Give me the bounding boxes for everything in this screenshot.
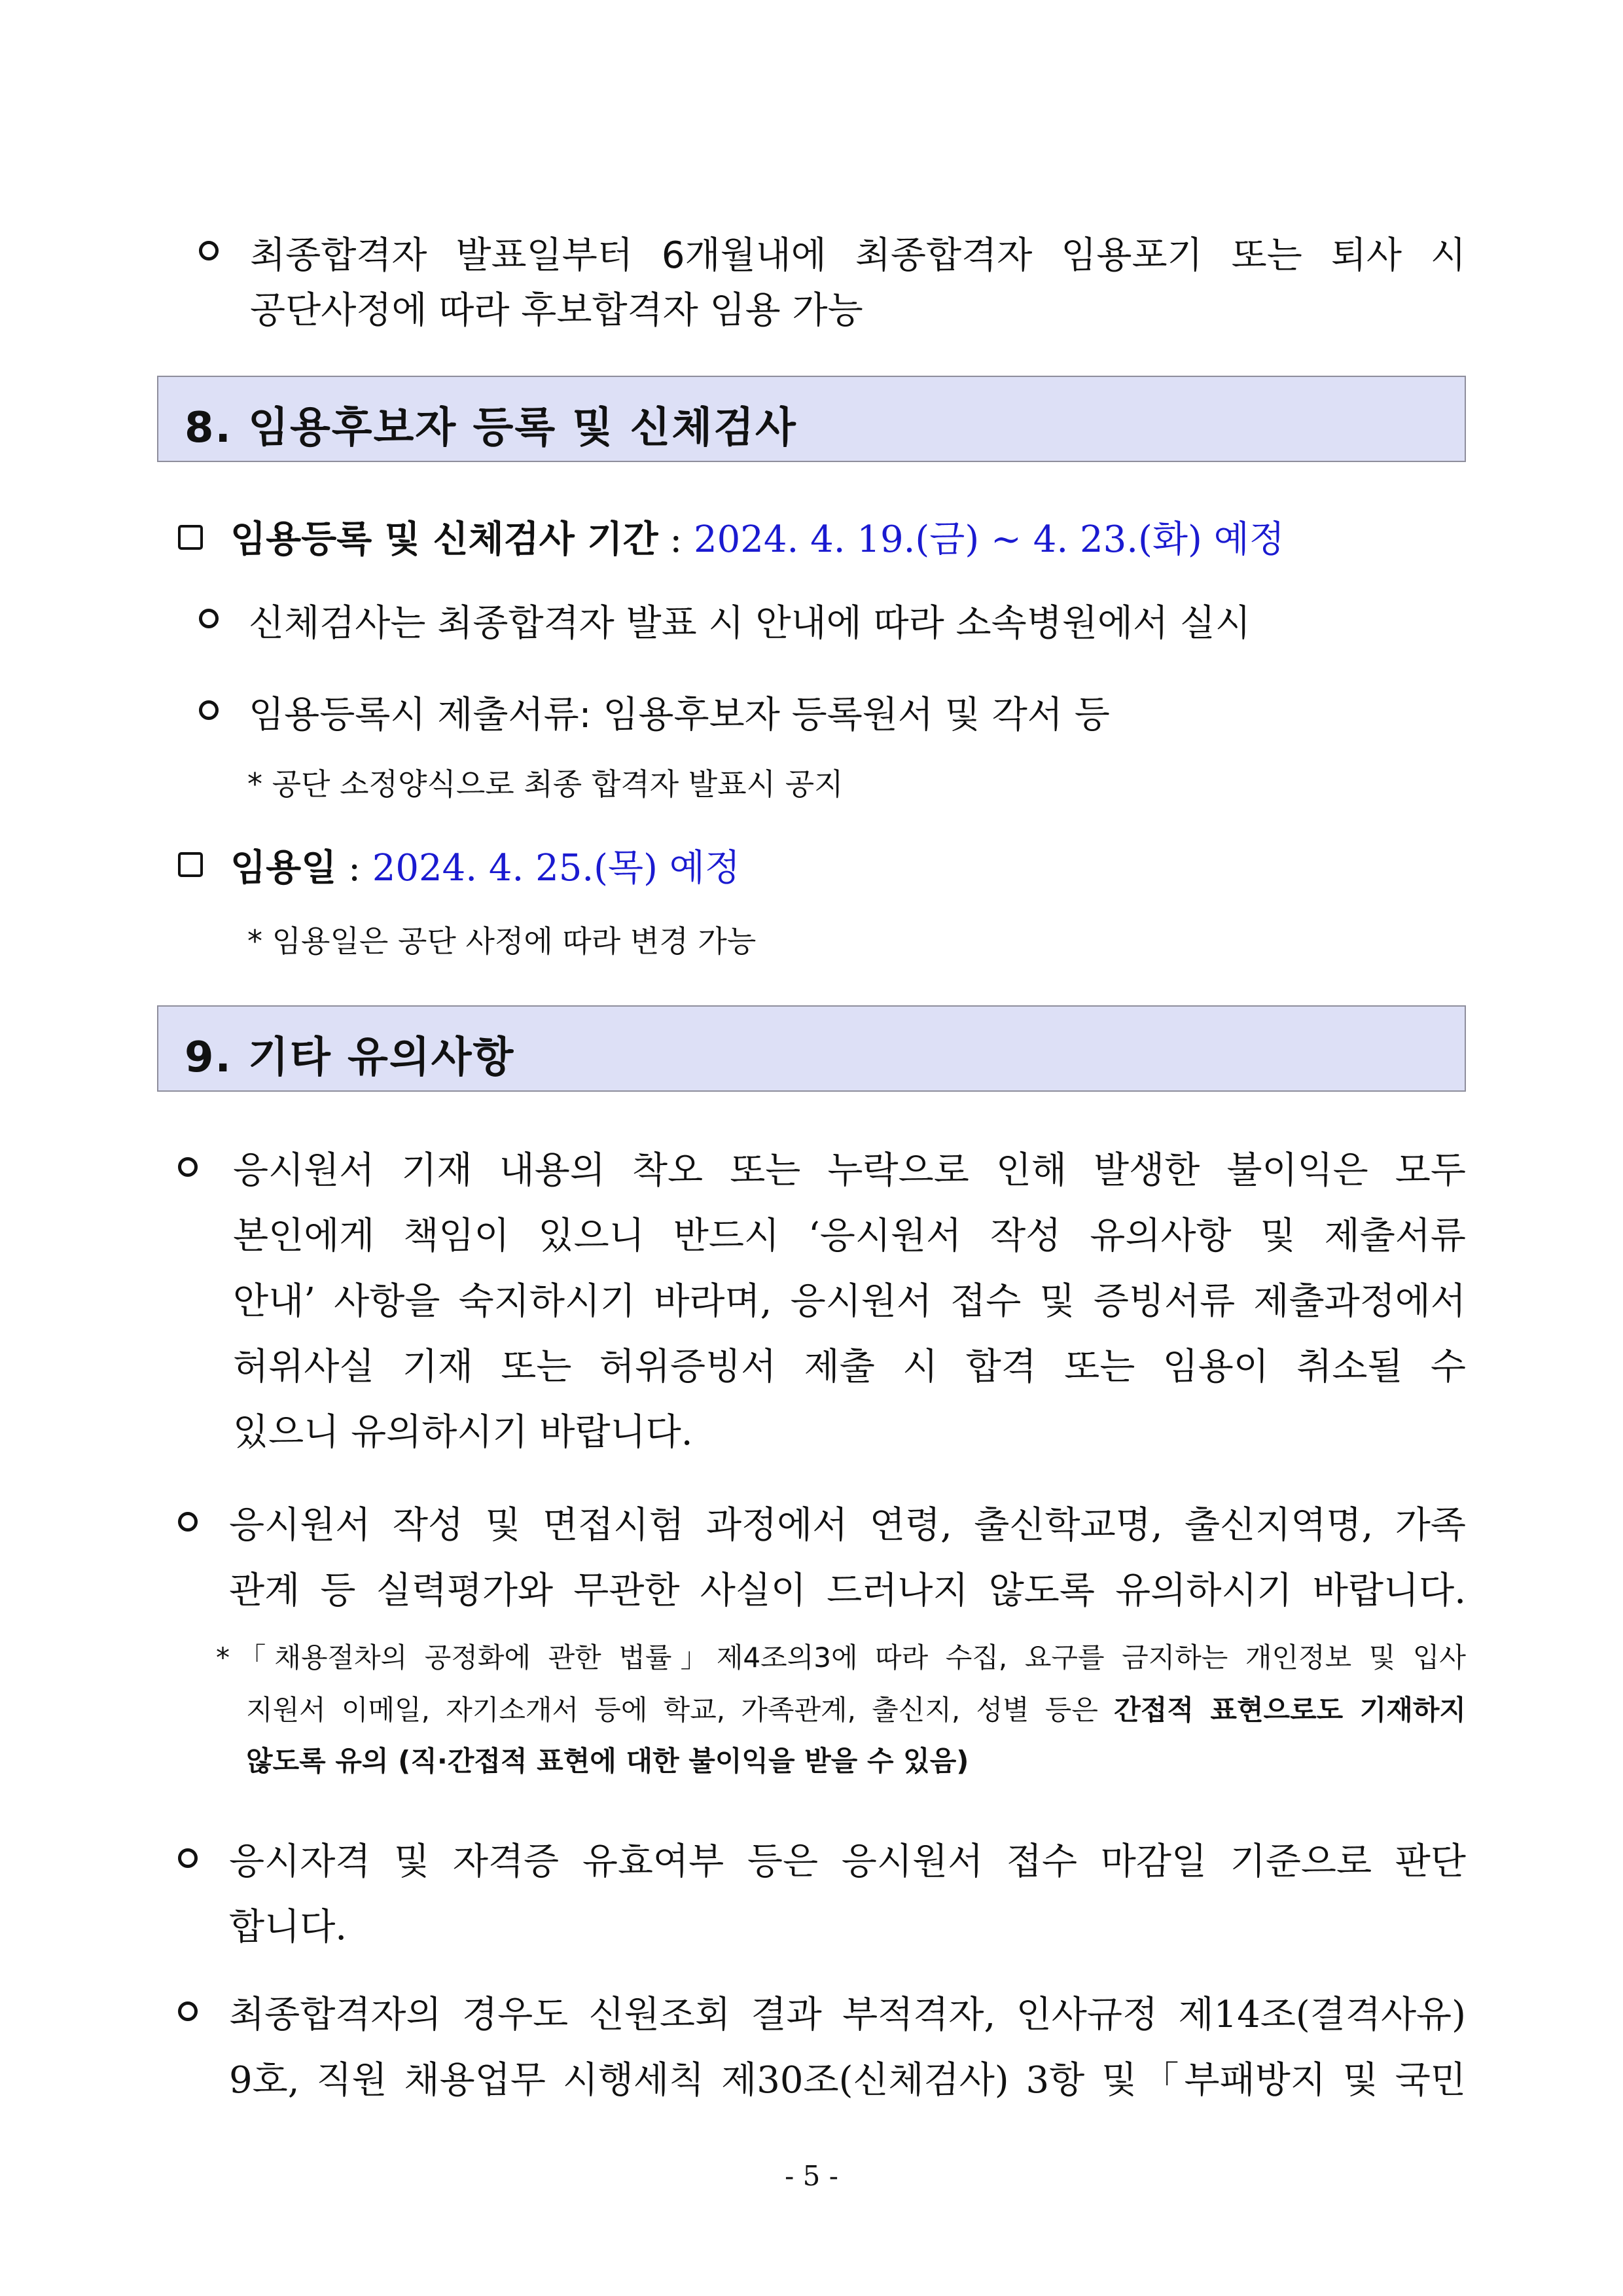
notice-2-line-2: 관계 등 실력평가와 무관한 사실이 드러나지 않도록 유의하시기 바랍니다. bbox=[229, 1570, 1466, 1612]
circle-bullet-icon bbox=[178, 1157, 198, 1177]
docs-note: * 공단 소정양식으로 최종 합격자 발표시 공지 bbox=[247, 766, 844, 802]
circle-bullet-icon bbox=[178, 2001, 198, 2021]
notice-1-line-1: 응시원서 기재 내용의 착오 또는 누락으로 인해 발생한 불이익은 모두 bbox=[233, 1149, 1466, 1192]
circle-bullet-icon bbox=[199, 609, 219, 628]
page-number: - 5 - bbox=[785, 2160, 838, 2192]
section-8-title: 8. 임용후보자 등록 및 신체검사 bbox=[185, 404, 797, 452]
note-bold-text: 간접적 표현으로도 기재하지 bbox=[1114, 1694, 1466, 1726]
circle-bullet-icon bbox=[178, 1848, 198, 1868]
section-9-header bbox=[157, 1005, 1466, 1092]
intro-line-2: 공단사정에 따라 후보합격자 임용 가능 bbox=[250, 289, 863, 332]
notice-2-line-1: 응시원서 작성 및 면접시험 과정에서 연령, 출신학교명, 출신지역명, 가족 bbox=[229, 1504, 1466, 1547]
date-label: 임용일 bbox=[230, 847, 337, 889]
circle-bullet-icon bbox=[199, 700, 219, 720]
date-separator: : bbox=[336, 847, 372, 889]
docs-text: 임용등록시 제출서류: 임용후보자 등록원서 및 각서 등 bbox=[249, 694, 1110, 736]
notice-4-line-1: 최종합격자의 경우도 신원조회 결과 부적격자, 인사규정 제14조(결격사유) bbox=[229, 1994, 1466, 2036]
note-normal-text: 지원서 이메일, 자기소개서 등에 학교, 가족관계, 출신지, 성별 등은 bbox=[246, 1694, 1115, 1726]
registration-period-line bbox=[230, 511, 1285, 563]
section-9-title: 9. 기타 유의사항 bbox=[185, 1033, 515, 1082]
notice-2-note-line-1: *「채용절차의 공정화에 관한 법률」제4조의3에 따라 수집, 요구를 금지하는 개인정보 및 입사 bbox=[216, 1641, 1466, 1674]
period-separator: : bbox=[658, 518, 694, 561]
notice-1-line-2: 본인에게 책임이 있으니 반드시 ‘응시원서 작성 유의사항 및 제출서류 bbox=[233, 1215, 1466, 1257]
circle-bullet-icon bbox=[199, 241, 219, 260]
notice-3-line-2: 합니다. bbox=[229, 1906, 348, 1948]
date-value: 2024. 4. 25.(목) 예정 bbox=[372, 847, 740, 889]
notice-4-line-2: 9호, 직원 채용업무 시행세칙 제30조(신체검사) 3항 및「부패방지 및 국민 bbox=[229, 2059, 1466, 2102]
notice-1-line-4: 허위사실 기재 또는 허위증빙서 제출 시 합격 또는 임용이 취소될 수 bbox=[233, 1346, 1466, 1388]
period-value: 2024. 4. 19.(금) ~ 4. 23.(화) 예정 bbox=[694, 518, 1285, 561]
square-bullet-icon bbox=[178, 525, 203, 550]
notice-1-line-3: 안내’ 사항을 숙지하시기 바라며, 응시원서 접수 및 증빙서류 제출과정에서 bbox=[233, 1280, 1466, 1323]
exam-text: 신체검사는 최종합격자 발표 시 안내에 따라 소속병원에서 실시 bbox=[249, 602, 1251, 645]
notice-2-note-line-3: 않도록 유의 (직·간접적 표현에 대한 불이익을 받을 수 있음) bbox=[246, 1745, 969, 1777]
section-8-header bbox=[157, 376, 1466, 462]
intro-line-1: 최종합격자 발표일부터 6개월내에 최종합격자 임용포기 또는 퇴사 시 bbox=[250, 234, 1466, 277]
notice-3-line-1: 응시자격 및 자격증 유효여부 등은 응시원서 접수 마감일 기준으로 판단 bbox=[229, 1840, 1466, 1883]
date-note: * 임용일은 공단 사정에 따라 변경 가능 bbox=[247, 924, 757, 959]
notice-1-line-5: 있으니 유의하시기 바랍니다. bbox=[233, 1411, 693, 1454]
circle-bullet-icon bbox=[178, 1512, 198, 1532]
square-bullet-icon bbox=[178, 852, 203, 877]
period-label: 임용등록 및 신체검사 기간 bbox=[230, 518, 658, 561]
appointment-date-line bbox=[230, 839, 740, 891]
notice-2-note-line-2 bbox=[246, 1689, 1466, 1728]
